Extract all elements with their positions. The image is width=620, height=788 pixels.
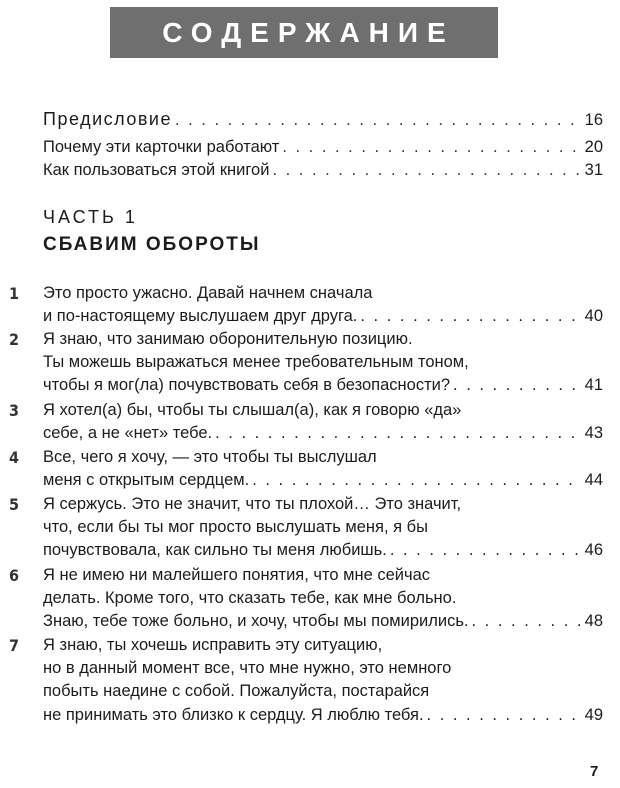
entry-line: [43, 541, 603, 560]
toc-title: Почему эти карточки работают: [43, 138, 280, 156]
entry-line-text: и по-настоящему выслушаем друг друга.: [43, 307, 358, 325]
page-number: 7: [590, 763, 599, 780]
dot-leader: [360, 307, 581, 326]
entry-number: 1: [9, 284, 20, 303]
contents-banner: [110, 7, 498, 58]
entry-number: 2: [9, 330, 20, 349]
part-label: ЧАСТЬ 1: [43, 207, 138, 227]
part-title: СБАВИМ ОБОРОТЫ: [43, 234, 261, 255]
dot-leader: [215, 424, 582, 443]
entry-page: 40: [584, 307, 603, 325]
entry-page: 41: [584, 376, 603, 394]
entry-line: Я знаю, что занимаю оборонительную позицию.: [43, 330, 413, 348]
dot-leader: [282, 138, 581, 157]
entry-line-text: почувствовала, как сильно ты меня любишь.: [43, 541, 387, 559]
toc-line: [43, 161, 603, 180]
toc-line: [43, 138, 603, 157]
entry-page: 43: [584, 424, 603, 442]
entry-line: [43, 424, 603, 443]
entry-number: 3: [9, 401, 20, 420]
entry-page: 48: [584, 612, 603, 630]
entry-line: [43, 376, 603, 395]
toc-page: 31: [584, 161, 603, 179]
dot-leader: [252, 471, 581, 490]
dot-leader: [427, 706, 582, 725]
entry-line: Ты можешь выражаться менее требовательным тоном,: [43, 353, 469, 371]
entry-line: побыть наедине с собой. Пожалуйста, постарайся: [43, 682, 430, 700]
entry-page: 49: [584, 706, 603, 724]
entry-line-text: чтобы я мог(ла) почувствовать себя в безопасности?: [43, 376, 451, 394]
entry-line-text: меня с открытым сердцем.: [43, 471, 250, 489]
entry-number: 4: [9, 448, 20, 467]
toc-title: Предисловие: [43, 109, 172, 129]
entry-number: 7: [9, 636, 20, 655]
entry-line: Я хотел(а) бы, чтобы ты слышал(а), как я говорю «да»: [43, 401, 462, 419]
dot-leader: [390, 541, 582, 560]
entry-line-text: Знаю, тебе тоже больно, и хочу, чтобы мы помирились.: [43, 612, 469, 630]
toc-page: 16: [584, 111, 603, 129]
entry-line: [43, 706, 603, 725]
entry-line-text: не принимать это близко к сердцу. Я люблю тебя.: [43, 706, 424, 724]
entry-line: [43, 612, 603, 631]
entry-line: но в данный момент все, что мне нужно, это немного: [43, 659, 452, 677]
toc-page: 20: [584, 138, 603, 156]
entry-line: Я знаю, ты хочешь исправить эту ситуацию,: [43, 636, 383, 654]
contents-title: СОДЕРЖАНИЕ: [162, 16, 455, 48]
entry-line: Я сержусь. Это не значит, что ты плохой… Это значит,: [43, 495, 462, 513]
entry-page: 46: [584, 541, 603, 559]
entry-line: Я не имею ни малейшего понятия, что мне сейчас: [43, 566, 431, 584]
entry-number: 6: [9, 566, 20, 585]
toc-title: Как пользоваться этой книгой: [43, 161, 270, 179]
toc-line-preface: [43, 109, 603, 130]
entry-line: [43, 307, 603, 326]
entry-line: делать. Кроме того, что сказать тебе, как мне больно.: [43, 589, 457, 607]
entry-line: [43, 471, 603, 490]
entry-line: что, если бы ты мог просто выслушать меня, я бы: [43, 518, 428, 536]
dot-leader: [472, 612, 582, 631]
dot-leader: [175, 111, 582, 130]
entry-number: 5: [9, 495, 20, 514]
entry-line-text: себе, а не «нет» тебе.: [43, 424, 213, 442]
dot-leader: [272, 161, 581, 180]
entry-line: Все, чего я хочу, — это чтобы ты выслушал: [43, 448, 377, 466]
dot-leader: [453, 376, 582, 395]
entry-line: Это просто ужасно. Давай начнем сначала: [43, 284, 373, 302]
entry-page: 44: [584, 471, 603, 489]
